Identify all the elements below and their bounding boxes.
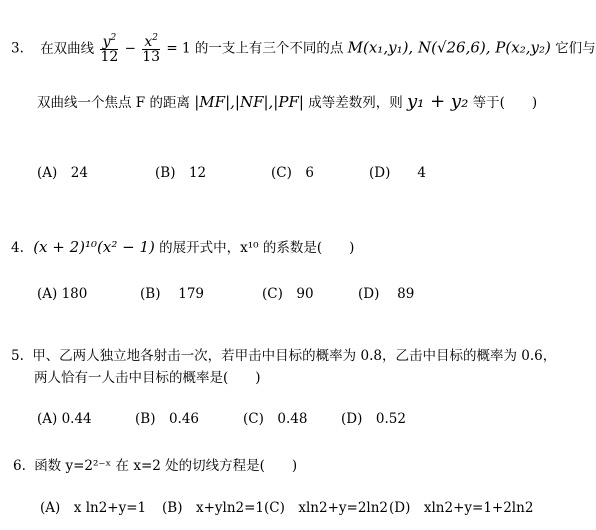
question-6-line xyxy=(13,460,297,474)
question-3-line-2-mid: 成等差数列，则 xyxy=(308,95,403,111)
fraction-y2-over-12: $\frac{y^2}{12}$ xyxy=(100,33,119,65)
question-5-line-1 xyxy=(11,350,556,364)
question-4-option-a[interactable]: (A) 180 xyxy=(37,286,88,302)
question-6-option-b[interactable]: (B) x+yln2=1 xyxy=(162,500,265,516)
points-expression: M(x₁,y₁), N(√26,6), P(x₂,y₂) xyxy=(347,38,551,57)
distances-expression: |MF|,|NF|,|PF| xyxy=(194,93,304,111)
question-3-option-b[interactable]: (B) 12 xyxy=(155,165,207,181)
question-6-option-d[interactable]: (D) xln2+y=1+2ln2 xyxy=(389,500,534,516)
question-4-text: 的展开式中，x¹⁰ 的系数是( ) xyxy=(159,240,355,256)
question-5-option-b[interactable]: (B) 0.46 xyxy=(135,411,200,427)
question-4-expression: (x + 2)¹⁰(x² − 1) xyxy=(33,238,155,256)
equals-one: = 1 xyxy=(166,40,191,57)
question-5-option-c[interactable]: (C) 0.48 xyxy=(243,411,308,427)
question-4-option-c[interactable]: (C) 90 xyxy=(262,286,314,302)
question-3-option-c[interactable]: (C) 6 xyxy=(271,165,314,181)
fraction-x2-over-13: $\frac{x^2}{13}$ xyxy=(142,33,161,65)
question-5-number: 5. xyxy=(11,348,24,364)
minus-sign: − xyxy=(124,40,136,57)
question-3-line-2-text: 双曲线一个焦点 F 的距离 xyxy=(37,95,190,111)
question-6-option-c[interactable]: (C) xln2+y=2ln2 xyxy=(264,500,389,516)
question-3-line-2-end: 等于( ) xyxy=(472,95,538,111)
question-5-line-2: 两人恰有一人击中目标的概率是( ) xyxy=(34,370,261,386)
sum-expression: y₁ + y₂ xyxy=(407,91,469,112)
question-4-option-b[interactable]: (B) 179 xyxy=(140,286,205,302)
question-6-number: 6. xyxy=(13,458,26,474)
question-5-option-a[interactable]: (A) 0.44 xyxy=(37,411,92,427)
question-5-option-d[interactable]: (D) 0.52 xyxy=(341,411,406,427)
question-5-line-1-text: 甲、乙两人独立地各射击一次，若甲击中目标的概率为 0.8，乙击中目标的概率为 0.6， xyxy=(32,348,557,364)
question-6-option-a[interactable]: (A) x ln2+y=1 xyxy=(40,500,147,516)
question-3-number: 3. xyxy=(11,40,24,57)
question-3-option-a[interactable]: (A) 24 xyxy=(37,165,88,181)
question-6-text: 函数 y=2²⁻ˣ 在 x=2 处的切线方程是( ) xyxy=(34,458,298,474)
question-3-line-2 xyxy=(37,93,537,111)
question-4-option-d[interactable]: (D) 89 xyxy=(358,286,415,302)
question-3-line-1 xyxy=(11,34,596,64)
question-4-line xyxy=(11,240,354,256)
question-3-tail: 它们与 xyxy=(555,40,596,57)
question-3-option-d[interactable]: (D) 4 xyxy=(369,165,426,181)
question-3-mid-text: 的一支上有三个不同的点 xyxy=(194,40,344,57)
question-4-number: 4. xyxy=(11,240,24,256)
question-3-intro: 在双曲线 xyxy=(40,40,95,57)
